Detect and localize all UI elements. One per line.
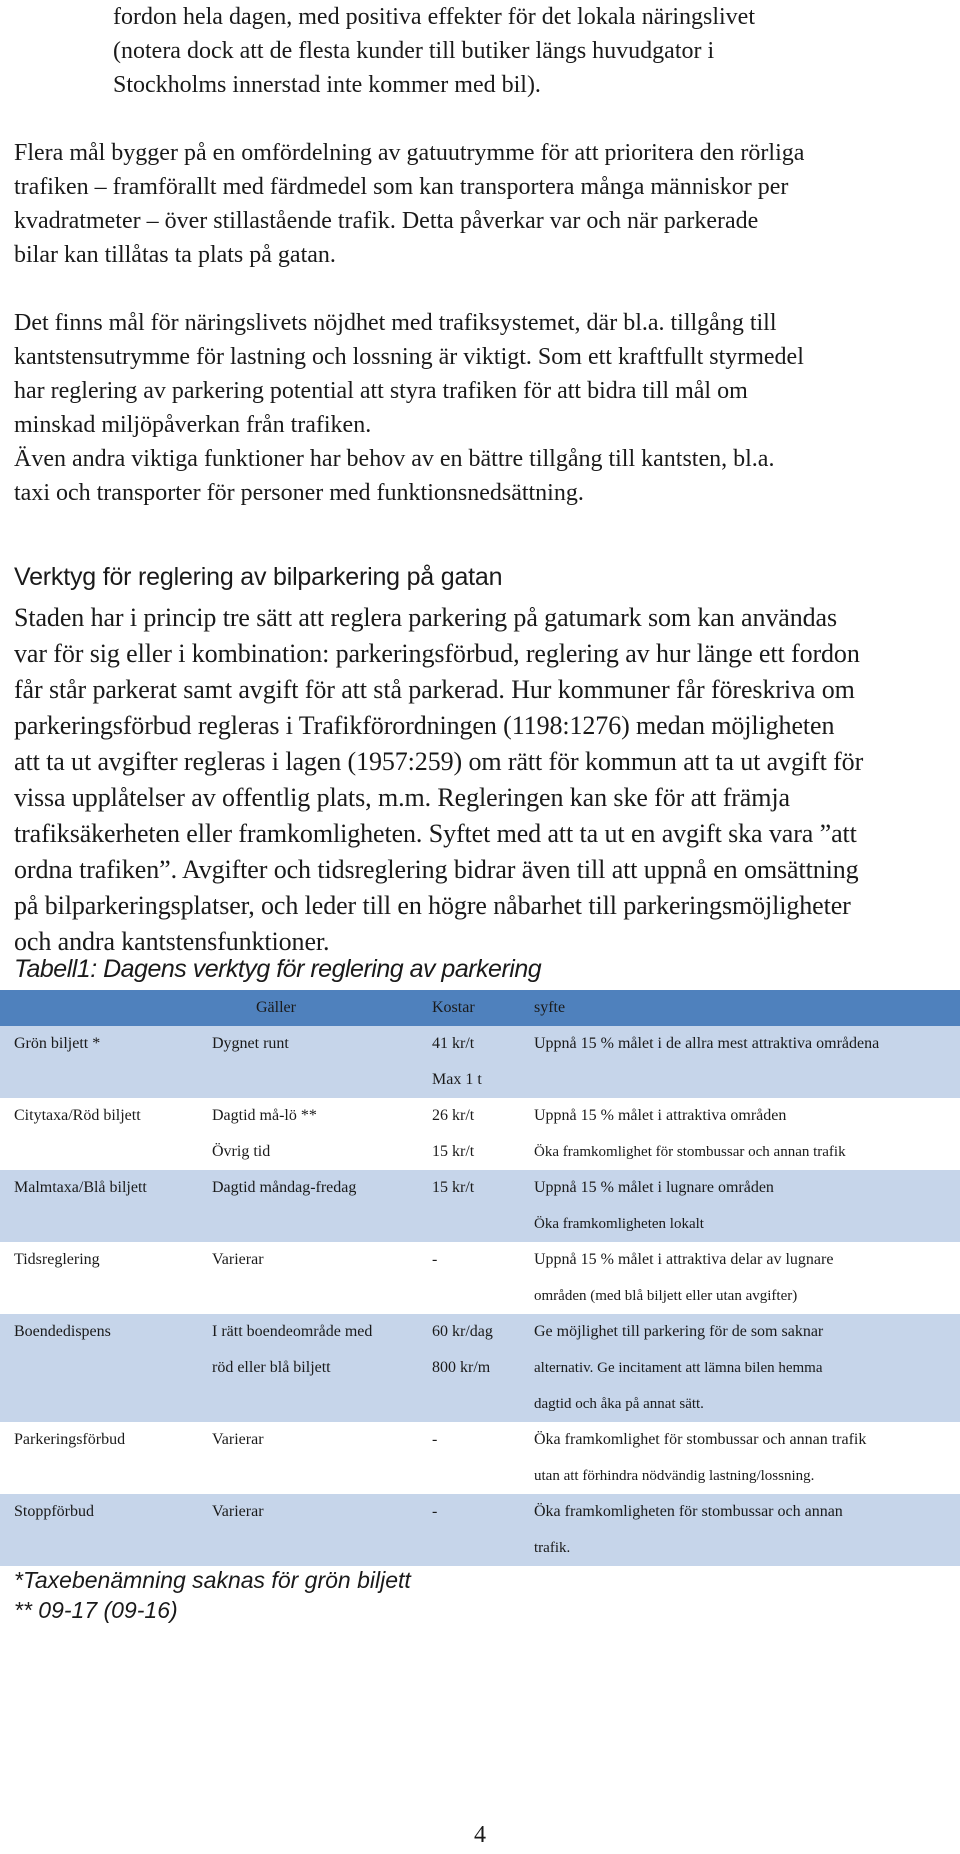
cell-line: Övrig tid [212,1143,271,1160]
cell-line: Uppnå 15 % målet i attraktiva delar av lugnare [534,1251,834,1268]
cell-line: Boendedispens [14,1323,111,1340]
cell-line: Öka framkomlighet för stombussar och annan trafik [534,1144,846,1160]
cell-line: Öka framkomligheten lokalt [534,1216,704,1232]
cell-line [212,1530,412,1566]
paragraph-line: bilar kan tillåtas ta plats på gatan. [14,242,336,268]
cell-line [432,1530,514,1566]
cell-line [14,1278,192,1314]
cell-line [212,1458,412,1494]
cell-applies [198,1494,418,1566]
paragraph-line: att ta ut avgifter regleras i lagen (1957:259) om rätt för kommun att ta ut avgift för [14,747,864,776]
cell-purpose [520,1314,960,1422]
paragraph-line: vissa upplåtelser av offentlig plats, m.m. Regleringen kan ske för att främja [14,783,790,812]
intro-line: (notera dock att de flesta kunder till butiker längs huvudgator i [113,38,715,64]
cell-line: - [432,1431,438,1448]
paragraph-line: parkeringsförbud regleras i Trafikförordningen (1198:1276) medan möjligheten [14,711,835,740]
cell-regulation [0,1494,198,1566]
cell-line: trafik. [534,1540,571,1556]
cell-purpose [520,1026,960,1098]
paragraph-line: och andra kantstensfunktioner. [14,927,330,956]
cell-purpose [520,1494,960,1566]
paragraph-2 [14,306,959,510]
cell-line: 41 kr/t [432,1035,475,1052]
cell-cost [418,1242,520,1314]
cell-line: områden (med blå biljett eller utan avgifter) [534,1288,798,1304]
cell-applies [198,1098,418,1170]
paragraph-line: Flera mål bygger på en omfördelning av gatuutrymme för att prioritera den rörliga [14,140,805,166]
cell-line: Citytaxa/Röd biljett [14,1107,141,1124]
cell-applies [198,1170,418,1242]
cell-line: 26 kr/t [432,1107,475,1124]
cell-applies [198,1314,418,1422]
cell-line: Uppnå 15 % målet i lugnare områden [534,1179,774,1196]
footnotes [14,1565,411,1625]
cell-regulation [0,1242,198,1314]
paragraph-line: Det finns mål för näringslivets nöjdhet med trafiksystemet, där bl.a. tillgång till [14,310,777,336]
cell-purpose [520,1242,960,1314]
intro-line: fordon hela dagen, med positiva effekter för det lokala näringslivet [113,4,755,30]
cell-line: Varierar [212,1503,264,1520]
cell-line [432,1278,514,1314]
footnote: *Taxebenämning saknas för grön biljett [14,1567,411,1593]
paragraph-line: trafiken – framförallt med färdmedel som kan transportera många människor per [14,174,789,200]
header-cell-kostar: Kostar [418,990,520,1026]
cell-line: Öka framkomlighet för stombussar och annan trafik [534,1431,867,1448]
cell-line [212,1278,412,1314]
table-row [0,1242,960,1314]
table-body [0,1026,960,1566]
cell-line: Dygnet runt [212,1035,289,1052]
cell-line [14,1386,192,1422]
cell-line: Dagtid måndag-fredag [212,1179,357,1196]
page-number: 4 [474,1822,486,1848]
paragraph-line: taxi och transporter för personer med funktionsnedsättning. [14,480,584,506]
paragraph-line: Även andra viktiga funktioner har behov av en bättre tillgång till kantsten, bl.a. [14,446,775,472]
cell-cost [418,1422,520,1494]
cell-line: 15 kr/t [432,1179,475,1196]
cell-line: 60 kr/dag [432,1323,493,1340]
cell-regulation [0,1026,198,1098]
cell-regulation [0,1314,198,1422]
cell-line [212,1062,412,1098]
cell-line: Dagtid må-lö ** [212,1107,317,1124]
cell-line: alternativ. Ge incitament att lämna bilen hemma [534,1360,823,1376]
regulation-table [0,990,960,1566]
cell-line [14,1350,192,1386]
paragraph-line: trafiksäkerheten eller framkomligheten. Syftet med att ta ut en avgift ska vara ”att [14,819,857,848]
intro-line: Stockholms innerstad inte kommer med bil). [113,72,541,98]
paragraph-line: var för sig eller i kombination: parkeringsförbud, reglering av hur länge ett fordon [14,639,860,668]
table-row [0,1098,960,1170]
paragraph-line: på bilparkeringsplatser, och leder till en högre nåbarhet till parkeringsmöjligheter [14,891,851,920]
header-cell-galler: Gäller [198,990,418,1026]
cell-applies [198,1242,418,1314]
cell-line: utan att förhindra nödvändig lastning/lossning. [534,1468,815,1484]
paragraph-line: Staden har i princip tre sätt att reglera parkering på gatumark som kan användas [14,603,837,632]
cell-applies [198,1422,418,1494]
table-caption: Tabell1: Dagens verktyg för reglering av parkering [14,955,542,983]
cell-line: - [432,1503,438,1520]
header-cell-empty [0,990,198,1026]
cell-line: Max 1 t [432,1071,482,1088]
paragraph-line: kantstensutrymme för lastning och lossning är viktigt. Som ett kraftfullt styrmedel [14,344,804,370]
cell-line [432,1386,514,1422]
cell-line [14,1530,192,1566]
paragraph-line: kvadratmeter – över stillastående trafik. Detta påverkar var och när parkerade [14,208,759,234]
cell-cost [418,1314,520,1422]
cell-cost [418,1098,520,1170]
cell-line: Uppnå 15 % målet i de allra mest attraktiva områdena [534,1035,880,1052]
cell-line [14,1206,192,1242]
cell-line: Malmtaxa/Blå biljett [14,1179,147,1196]
footnote: ** 09-17 (09-16) [14,1597,178,1623]
cell-line [534,1062,954,1098]
cell-line [14,1134,192,1170]
table-row [0,1422,960,1494]
cell-line [14,1458,192,1494]
cell-line [432,1458,514,1494]
cell-regulation [0,1098,198,1170]
cell-line: Parkeringsförbud [14,1431,126,1448]
cell-line: 800 kr/m [432,1359,491,1376]
table-row [0,1026,960,1098]
cell-purpose [520,1422,960,1494]
cell-purpose [520,1098,960,1170]
cell-line: Grön biljett * [14,1035,101,1052]
cell-applies [198,1026,418,1098]
table-row [0,1494,960,1566]
cell-line: Varierar [212,1431,264,1448]
cell-line: Ge möjlighet till parkering för de som saknar [534,1323,824,1340]
cell-line [212,1386,412,1422]
paragraph-line: har reglering av parkering potential att styra trafiken för att bidra till mål om [14,378,748,404]
table-header-row [0,990,960,1026]
paragraph-1 [14,136,959,272]
section-body [14,600,959,960]
header-cell-syfte: syfte [520,990,960,1026]
intro-text [113,0,943,102]
cell-line: Tidsreglering [14,1251,100,1268]
cell-line: röd eller blå biljett [212,1359,331,1376]
cell-line: 15 kr/t [432,1143,475,1160]
cell-line: Öka framkomligheten för stombussar och annan [534,1503,843,1520]
cell-line: Stoppförbud [14,1503,94,1520]
cell-cost [418,1026,520,1098]
cell-line [14,1062,192,1098]
cell-purpose [520,1170,960,1242]
cell-line: Varierar [212,1251,264,1268]
cell-line: dagtid och åka på annat sätt. [534,1396,704,1412]
table-row [0,1314,960,1422]
cell-line: Uppnå 15 % målet i attraktiva områden [534,1107,787,1124]
cell-cost [418,1494,520,1566]
cell-line: - [432,1251,438,1268]
paragraph-line: minskad miljöpåverkan från trafiken. [14,412,372,438]
cell-line [212,1206,412,1242]
cell-line: I rätt boendeområde med [212,1323,373,1340]
cell-cost [418,1170,520,1242]
cell-line [432,1206,514,1242]
paragraph-line: ordna trafiken”. Avgifter och tidsreglering bidrar även till att uppnå en omsättning [14,855,859,884]
section-heading: Verktyg för reglering av bilparkering på gatan [14,563,503,591]
table-row [0,1170,960,1242]
cell-regulation [0,1170,198,1242]
cell-regulation [0,1422,198,1494]
paragraph-line: får står parkerat samt avgift för att stå parkerad. Hur kommuner får föreskriva om [14,675,855,704]
